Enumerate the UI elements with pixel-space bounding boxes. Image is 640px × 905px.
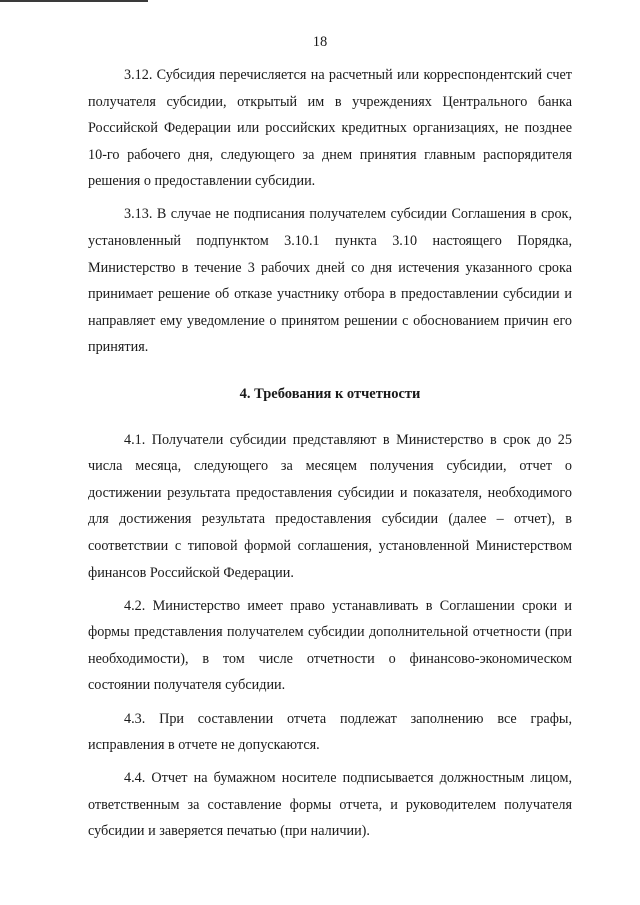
document-body <box>88 62 572 852</box>
section-4-heading: 4. Требования к отчетности <box>239 386 421 403</box>
paragraph-4-3: 4.3. При составлении отчета подлежат заполнению все графы, исправления в отчете не допускаются. <box>88 710 572 754</box>
paragraph-3-13: 3.13. В случае не подписания получателем субсидии Соглашения в срок, установленный подпунктом 3.10.1 пункта 3.10 настоящего Порядка, Министерство в течение 3 рабочих дней со дня истечения указанного срока принимает решение об отказе участнику отбора в предоставлении субсидии и направляет ему уведомление о принятом решении с обоснованием причин его принятия. <box>88 206 572 356</box>
paragraph-4-4: 4.4. Отчет на бумажном носителе подписывается должностным лицом, ответственным за составление формы отчета, и руководителем получателя субсидии и заверяется печатью (при наличии). <box>88 770 572 840</box>
top-edge-rule <box>0 0 148 2</box>
paragraph-3-12: 3.12. Субсидия перечисляется на расчетный или корреспондентский счет получателя субсидии, открытый им в учреждениях Центрального банка Российской Федерации или российских кредитных организациях, не позднее 10-го рабочего дня, следующего за днем принятия главным распорядителя решения о предоставлении субсидии. <box>88 67 572 190</box>
paragraph-4-2: 4.2. Министерство имеет право устанавливать в Соглашении сроки и формы представления получателем субсидии дополнительной отчетности (при необходимости), в том числе отчетности о финансово-экономическом состоянии получателя субсидии. <box>88 597 572 694</box>
paragraph-4-1: 4.1. Получатели субсидии представляют в Министерство в срок до 25 числа месяца, следующего за месяцем получения субсидии, отчет о достижении результата предоставления субсидии и показателя, необходимого для достижения результата предоставления субсидии (далее – отчет), в соответствии с типовой формой соглашения, установленной Министерством финансов Российской Федерации. <box>88 431 572 581</box>
page-number: 18 <box>312 34 328 50</box>
